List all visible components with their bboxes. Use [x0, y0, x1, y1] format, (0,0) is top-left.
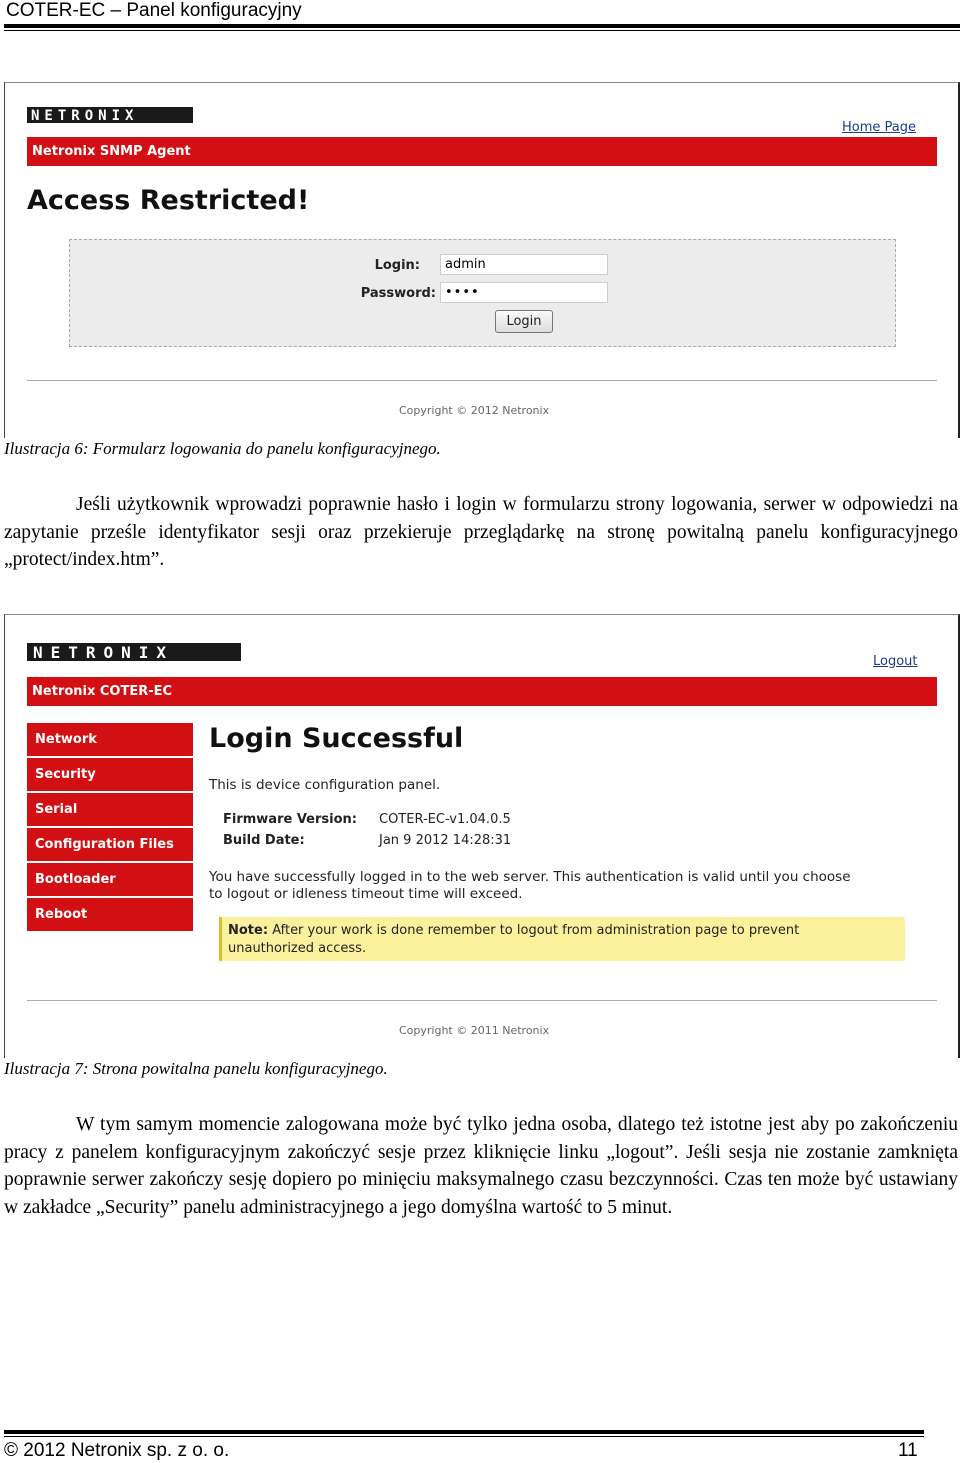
- firmware-label: Firmware Version:: [223, 812, 357, 827]
- divider: [27, 1000, 937, 1001]
- footer-copyright: © 2012 Netronix sp. z o. o.: [4, 1440, 230, 1461]
- sidebar-item-configuration-files[interactable]: Configuration Files: [27, 828, 193, 861]
- svg-text:NETRONIX: NETRONIX: [31, 108, 139, 123]
- figure-caption: Ilustracja 6: Formularz logowania do panelu konfiguracyjnego.: [4, 439, 441, 458]
- welcome-screenshot: [4, 614, 960, 1058]
- document-title: COTER-EC – Panel konfiguracyjny: [6, 0, 302, 21]
- copyright-text: Copyright © 2012 Netronix: [399, 404, 550, 417]
- figure-caption: Ilustracja 7: Strona powitalna panelu konfiguracyjnego.: [4, 1059, 388, 1078]
- body-paragraph: W tym samym momencie zalogowana może być tylko jedna osoba, dlatego też istotne jest aby po zakończeniu pracy z panelem konfiguracyjnym zakończyć sesje przez kliknięcie linku „logout”. Jeśli sesja nie zostanie zamknięta poprawnie serwer zakończy sesję dopiero po minięciu maksymalnego czasu bezczynności. Czas ten może być ustawiany w zakładce „Security” panelu administracyjnego a jego domyślna wartość to 5 minut.: [4, 1114, 958, 1218]
- footer-rule-thin: [4, 1436, 924, 1437]
- netronix-logo: [27, 643, 241, 665]
- login-button[interactable]: Login: [495, 310, 553, 333]
- login-form: [69, 239, 896, 347]
- login-label: Login:: [374, 258, 420, 273]
- sidebar-menu: [27, 723, 193, 933]
- header-rule-thick: [4, 24, 960, 28]
- build-date-label: Build Date:: [223, 833, 305, 848]
- password-input[interactable]: ••••: [440, 282, 608, 303]
- login-screenshot: [4, 82, 960, 438]
- footer-rule-thick: [4, 1430, 924, 1434]
- copyright-text: Copyright © 2011 Netronix: [399, 1024, 550, 1037]
- login-successful-heading: Login Successful: [209, 723, 464, 754]
- note-label: Note:: [228, 923, 269, 938]
- document-header: [4, 0, 960, 34]
- panel-intro: This is device configuration panel.: [209, 777, 441, 793]
- page-number: 11: [898, 1440, 918, 1461]
- session-message-line1: You have successfully logged in to the web server. This authentication is valid until you choose: [209, 869, 851, 885]
- agent-title-bar: Netronix SNMP Agent: [27, 137, 937, 166]
- build-date-value: Jan 9 2012 14:28:31: [379, 833, 512, 848]
- divider: [27, 380, 937, 381]
- logout-link[interactable]: Logout: [873, 654, 918, 669]
- header-rule-thin: [4, 30, 960, 31]
- device-title-bar: Netronix COTER-EC: [27, 677, 937, 706]
- password-label: Password:: [360, 286, 436, 301]
- access-restricted-heading: Access Restricted!: [27, 185, 310, 216]
- netronix-logo: [27, 107, 193, 127]
- sidebar-item-network[interactable]: Network: [27, 723, 193, 756]
- body-paragraph: Jeśli użytkownik wprowadzi poprawnie hasło i login w formularzu strony logowania, serwer w odpowiedzi na zapytanie prześle identyfikator sesji oraz przekieruje przeglądarkę na stronę powitalną panelu konfiguracyjnego „protect/index.htm”.: [4, 494, 958, 571]
- note-text-line1: After your work is done remember to logout from administration page to prevent: [272, 923, 800, 938]
- sidebar-item-serial[interactable]: Serial: [27, 793, 193, 826]
- sidebar-item-bootloader[interactable]: Bootloader: [27, 863, 193, 896]
- sidebar-item-security[interactable]: Security: [27, 758, 193, 791]
- svg-text:NETRONIX: NETRONIX: [33, 643, 175, 661]
- sidebar-item-reboot[interactable]: Reboot: [27, 898, 193, 931]
- login-input[interactable]: admin: [440, 254, 608, 275]
- session-message-line2: to logout or idleness timeout time will exceed.: [209, 886, 523, 902]
- firmware-value: COTER-EC-v1.04.0.5: [379, 812, 511, 827]
- note-text-line2: unauthorized access.: [228, 941, 367, 956]
- home-page-link[interactable]: Home Page: [842, 120, 916, 135]
- logout-note: [219, 917, 905, 961]
